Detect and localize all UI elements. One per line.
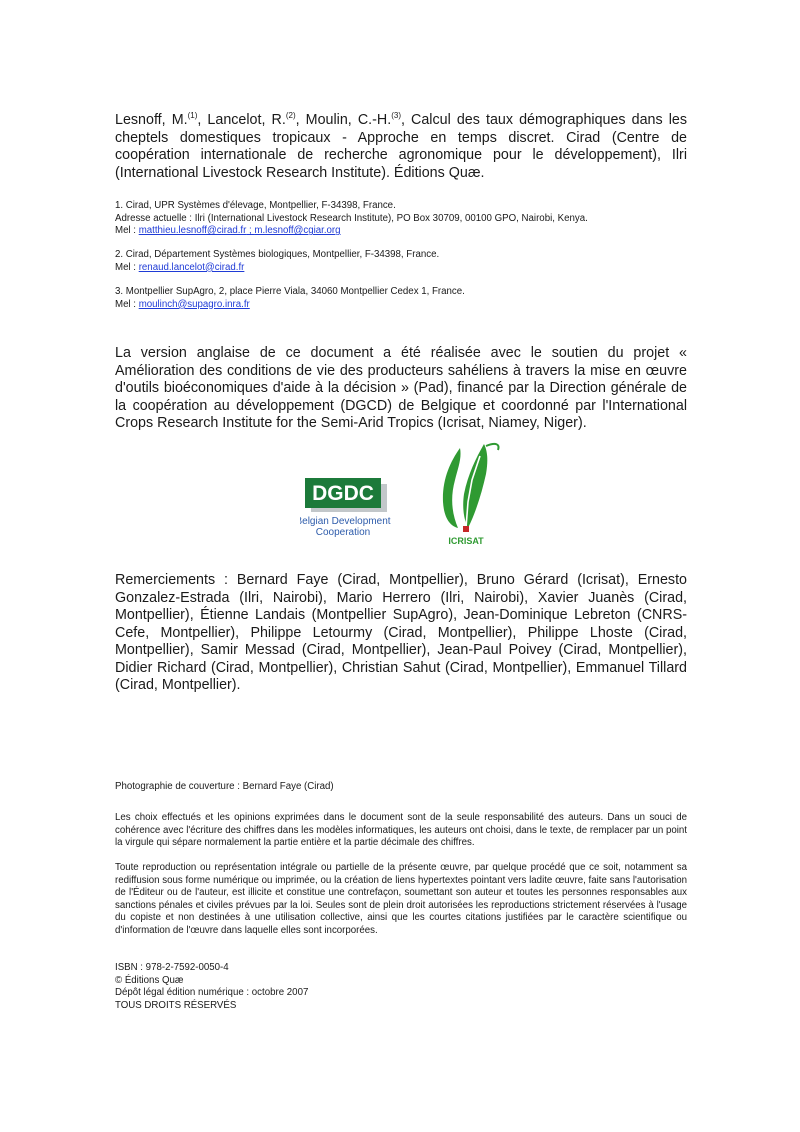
mail-label: Mel :: [115, 225, 139, 237]
english-version-paragraph: La version anglaise de ce document a été réalisée avec le soutien du projet « Amélioration des conditions de vie des producteurs sahéliens à travers la mise en œuvre d'outils bioéconomiques d'aide à la décision » (Pad), financé par la Direction générale de la coopération au développement (DGCD) de Belgique et coordonné par l'International Crops Research Institute for the Semi-Arid Tropics (Icrisat, Niamey, Niger).: [115, 345, 687, 431]
email-link-moulin[interactable]: moulinch@supagro.inra.fr: [138, 298, 250, 310]
affiliation-1-line-1: 1. Cirad, UPR Systèmes d'élevage, Montpellier, F-34398, France.: [115, 200, 396, 211]
affiliation-1-line-2: Adresse actuelle : Ilri (International Livestock Research Institute), PO Box 30709, 00100 GPO, Nairobi, Kenya.: [115, 212, 588, 224]
affiliation-1-mail: [115, 225, 687, 238]
icrisat-red-mark: [463, 526, 469, 532]
author-1-ref: (1): [187, 111, 198, 121]
mail-label: Mel :: [115, 298, 139, 310]
mail-label: Mel :: [115, 261, 139, 273]
email-separator: ;: [246, 225, 255, 237]
author-2: Lancelot, R.: [207, 112, 286, 128]
publisher: © Éditions Quæ: [115, 974, 184, 986]
author-2-ref: (2): [285, 111, 296, 121]
cover-photo-credit: Photographie de couverture : Bernard Faye (Cirad): [115, 781, 334, 792]
author-1: Lesnoff, M.: [115, 112, 188, 128]
icrisat-logo: [443, 444, 499, 546]
author-3: Moulin, C.-H.: [305, 112, 392, 128]
dgdc-caption-1: Belgian Development: [300, 516, 391, 527]
separator: ,: [295, 112, 306, 128]
affiliation-2-mail: [115, 262, 687, 275]
colophon: [115, 962, 687, 1012]
affiliation-2: [115, 249, 687, 274]
email-link-lesnoff-cirad[interactable]: matthieu.lesnoff@cirad.fr: [138, 225, 247, 237]
partner-logos: [300, 440, 520, 550]
copyright-notice-paragraph: Toute reproduction ou représentation intégrale ou partielle de la présente œuvre, par quelque procédé que ce soit, notamment sa rediffusion sous forme numérique ou imprimée, ou la création de liens hypertextes pointant vers ladite œuvre, faite sans l'autorisation de l'Éditeur ou de l'auteur, est illicite et constitue une contrefaçon, soumettant son auteur et toutes les personnes responsables aux sanctions pénales et civiles prévues par la loi. Seules sont de plein droit autorisées les reproductions strictement réservées à l'usage du copiste et non destinées à une utilisation collective, ainsi que les courtes citations justifiées par le caractère scientifique ou d'information de l'œuvre dans laquelle elles sont incorporées.: [115, 862, 687, 936]
dgdc-logo: [300, 478, 391, 538]
icrisat-tip: [486, 444, 499, 450]
disclaimer-paragraph: Les choix effectués et les opinions exprimées dans le document sont de la seule responsabilité des auteurs. Dans un souci de cohérence avec l'écriture des chiffres dans les modèles informatiques, les auteurs ont choisi, dans le texte, de remplacer par un point la virgule qui sépare normalement la partie entière et la partie décimale des chiffres.: [115, 812, 687, 849]
author-3-ref: (3): [391, 111, 401, 121]
affiliation-3: [115, 286, 687, 311]
email-link-lancelot[interactable]: renaud.lancelot@cirad.fr: [138, 261, 245, 273]
citation-rest: , Calcul des taux démographiques dans les cheptels domestiques tropicaux - Approche en temps discret. Cirad (Centre de coopération internationale de recherche agronomique pour le développement), Ilri (International Livestock Research Institute). Éditions Quæ.: [115, 112, 688, 181]
affiliation-3-mail: [115, 299, 687, 312]
isbn: ISBN : 978-2-7592-0050-4: [115, 962, 229, 973]
icrisat-logo-text: ICRISAT: [448, 536, 484, 546]
affiliation-2-line-1: 2. Cirad, Département Systèmes biologiques, Montpellier, F-34398, France.: [115, 249, 440, 260]
logos-svg: [300, 440, 520, 550]
dgdc-logo-text: DGDC: [312, 482, 374, 505]
affiliation-3-line-1: 3. Montpellier SupAgro, 2, place Pierre Viala, 34060 Montpellier Cedex 1, France.: [115, 286, 465, 297]
legal-deposit: Dépôt légal édition numérique : octobre 2007: [115, 987, 309, 999]
email-link-lesnoff-cgiar[interactable]: m.lesnoff@cgiar.org: [254, 225, 341, 237]
acknowledgements-paragraph: Remerciements : Bernard Faye (Cirad, Montpellier), Bruno Gérard (Icrisat), Ernesto Gonzalez-Estrada (Ilri, Nairobi), Mario Herrero (Ilri, Nairobi), Xavier Juanès (Cirad, Montpellier), Étienne Landais (Montpellier SupAgro), Jean-Dominique Lebreton (CNRS-Cefe, Montpellier), Philippe Letourmy (Cirad, Montpellier), Philippe Lhoste (Cirad, Montpellier), Samir Messad (Cirad, Montpellier), Jean-Paul Poivey (Cirad, Montpellier), Didier Richard (Cirad, Montpellier), Christian Sahut (Cirad, Montpellier), Emmanuel Tillard (Cirad, Montpellier).: [115, 572, 687, 693]
rights-reserved: TOUS DROITS RÉSERVÉS: [115, 999, 237, 1011]
affiliation-1: [115, 200, 687, 238]
dgdc-caption-2: Cooperation: [315, 527, 371, 538]
separator: ,: [197, 112, 208, 128]
icrisat-leaf-left: [443, 448, 461, 528]
citation-paragraph: [115, 112, 687, 182]
